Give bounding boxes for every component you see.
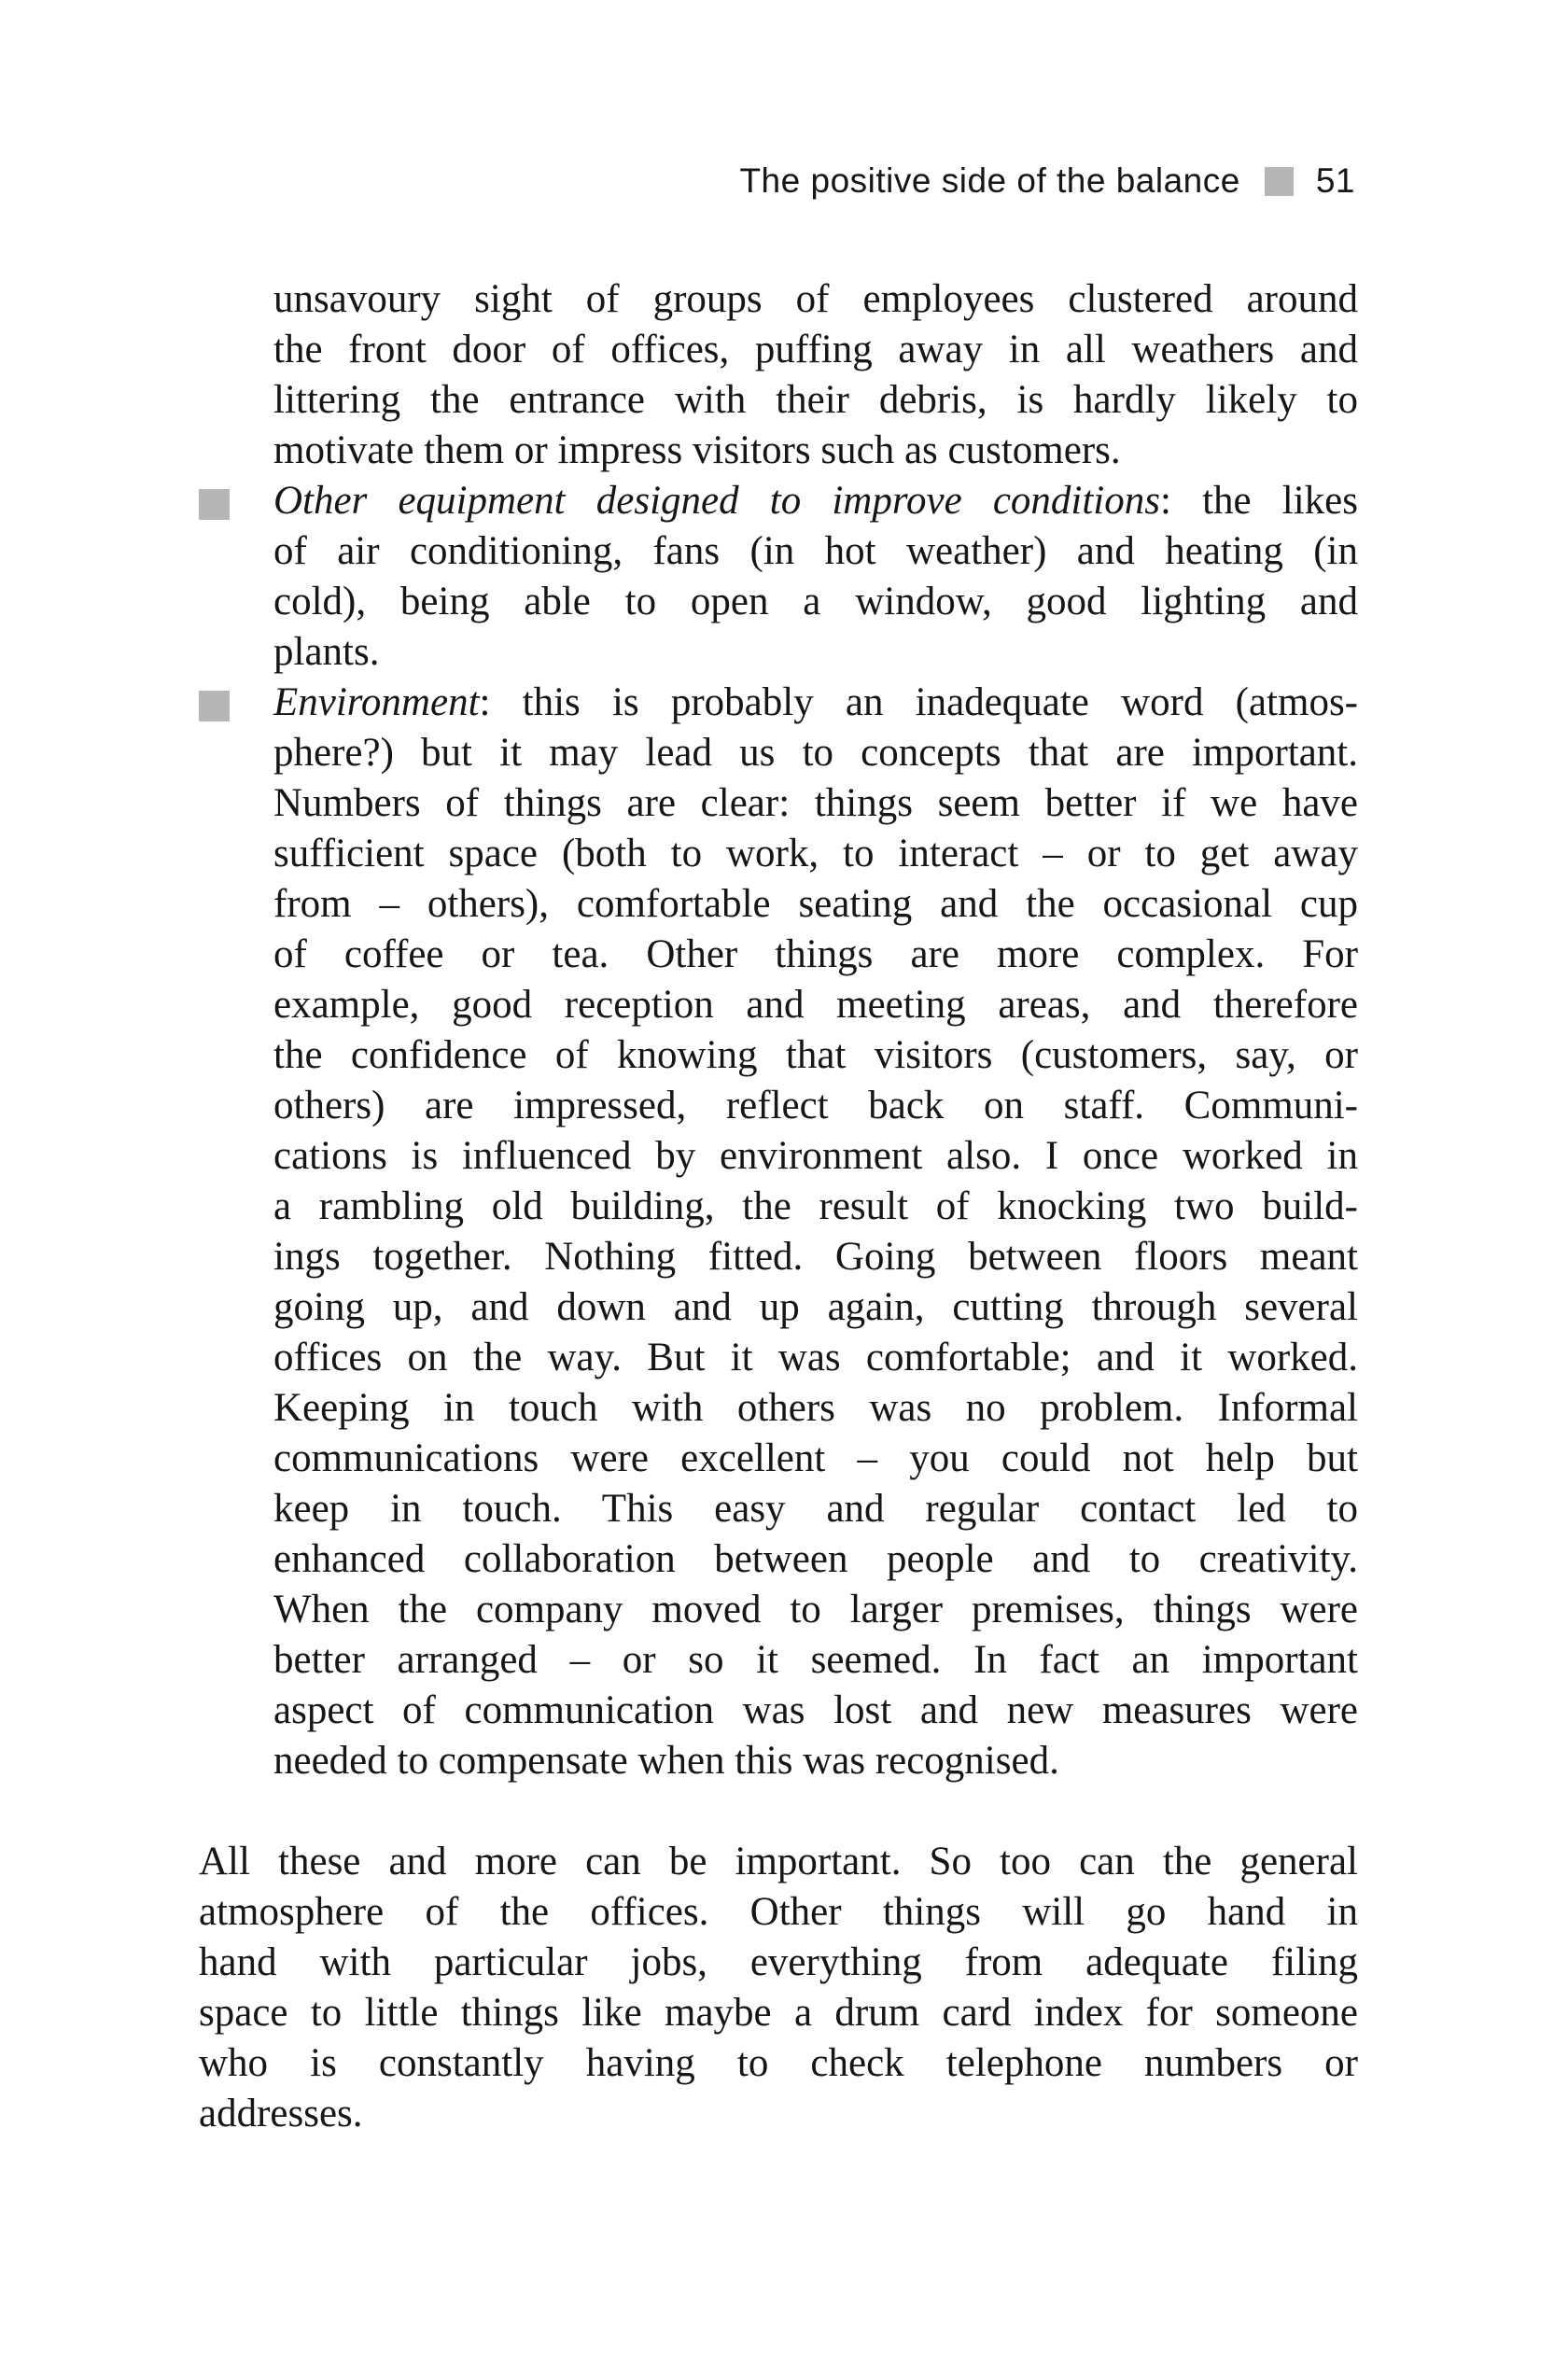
- page-number: 51: [1315, 161, 1355, 200]
- text-line: going up, and down and up again, cutting through several: [273, 1285, 1358, 1329]
- text-line: the front door of offices, puffing away in all weathers and: [273, 328, 1358, 371]
- bullet-item: [273, 678, 1358, 1786]
- text-line: better arranged – or so it seemed. In fact an important: [273, 1638, 1358, 1682]
- italic-text: Other equipment designed to improve conditions: [273, 479, 1160, 523]
- bullet-square-icon: [199, 691, 230, 721]
- header-square-icon: [1265, 167, 1294, 196]
- paragraph: [199, 1837, 1358, 2139]
- text-line: addresses.: [199, 2092, 363, 2135]
- text-line: a rambling old building, the result of knocking two build-: [273, 1184, 1358, 1228]
- text-line: aspect of communication was lost and new measures were: [273, 1688, 1358, 1732]
- text-line: sufficient space (both to work, to interact – or to get away: [273, 832, 1358, 875]
- roman-text: : this is probably an inadequate word (atmos-: [479, 680, 1358, 724]
- text-line: plants.: [273, 630, 380, 674]
- text-line: example, good reception and meeting areas, and therefore: [273, 983, 1358, 1027]
- text-line: motivate them or impress visitors such as customers.: [273, 428, 1121, 472]
- text-line: atmosphere of the offices. Other things will go hand in: [199, 1890, 1358, 1934]
- text-line: hand with particular jobs, everything from adequate filing: [199, 1940, 1358, 1984]
- text-line: cold), being able to open a window, good lighting and: [273, 580, 1358, 623]
- text-line: [273, 678, 1358, 728]
- italic-text: Environment: [273, 680, 480, 724]
- text-line: cations is influenced by environment also. I once worked in: [273, 1134, 1358, 1178]
- text-line: of coffee or tea. Other things are more complex. For: [273, 932, 1358, 976]
- bullet-square-icon: [199, 489, 230, 520]
- text-line: others) are impressed, reflect back on staff. Communi-: [273, 1084, 1358, 1127]
- text-line: offices on the way. But it was comfortable; and it worked.: [273, 1336, 1358, 1379]
- text-line: keep in touch. This easy and regular contact led to: [273, 1487, 1358, 1531]
- paragraph: [273, 274, 1358, 476]
- text-line: [273, 476, 1358, 526]
- text-line: unsavoury sight of groups of employees clustered around: [273, 277, 1358, 321]
- text-line: of air conditioning, fans (in hot weather) and heating (in: [273, 529, 1358, 573]
- text-line: When the company moved to larger premises, things were: [273, 1588, 1358, 1631]
- text-line: who is constantly having to check telephone numbers or: [199, 2041, 1358, 2085]
- bullet-item: [273, 476, 1358, 678]
- header-title: The positive side of the balance: [739, 161, 1240, 200]
- text-line: All these and more can be important. So too can the general: [199, 1840, 1358, 1883]
- text-line: littering the entrance with their debris, is hardly likely to: [273, 378, 1358, 422]
- text-line: communications were excellent – you could not help but: [273, 1436, 1358, 1480]
- text-line: needed to compensate when this was recognised.: [273, 1739, 1059, 1783]
- text-line: phere?) but it may lead us to concepts that are important.: [273, 731, 1358, 775]
- text-line: the confidence of knowing that visitors (customers, say, or: [273, 1033, 1358, 1077]
- running-header: [739, 161, 1355, 202]
- text-line: enhanced collaboration between people and to creativity.: [273, 1537, 1358, 1581]
- text-line: ings together. Nothing fitted. Going between floors meant: [273, 1235, 1358, 1279]
- text-line: space to little things like maybe a drum card index for someone: [199, 1991, 1358, 2035]
- text-line: from – others), comfortable seating and the occasional cup: [273, 882, 1358, 926]
- text-line: Keeping in touch with others was no problem. Informal: [273, 1386, 1358, 1430]
- text-column: [199, 274, 1358, 2139]
- text-line: Numbers of things are clear: things seem better if we have: [273, 781, 1358, 825]
- roman-text: : the likes: [1159, 479, 1358, 523]
